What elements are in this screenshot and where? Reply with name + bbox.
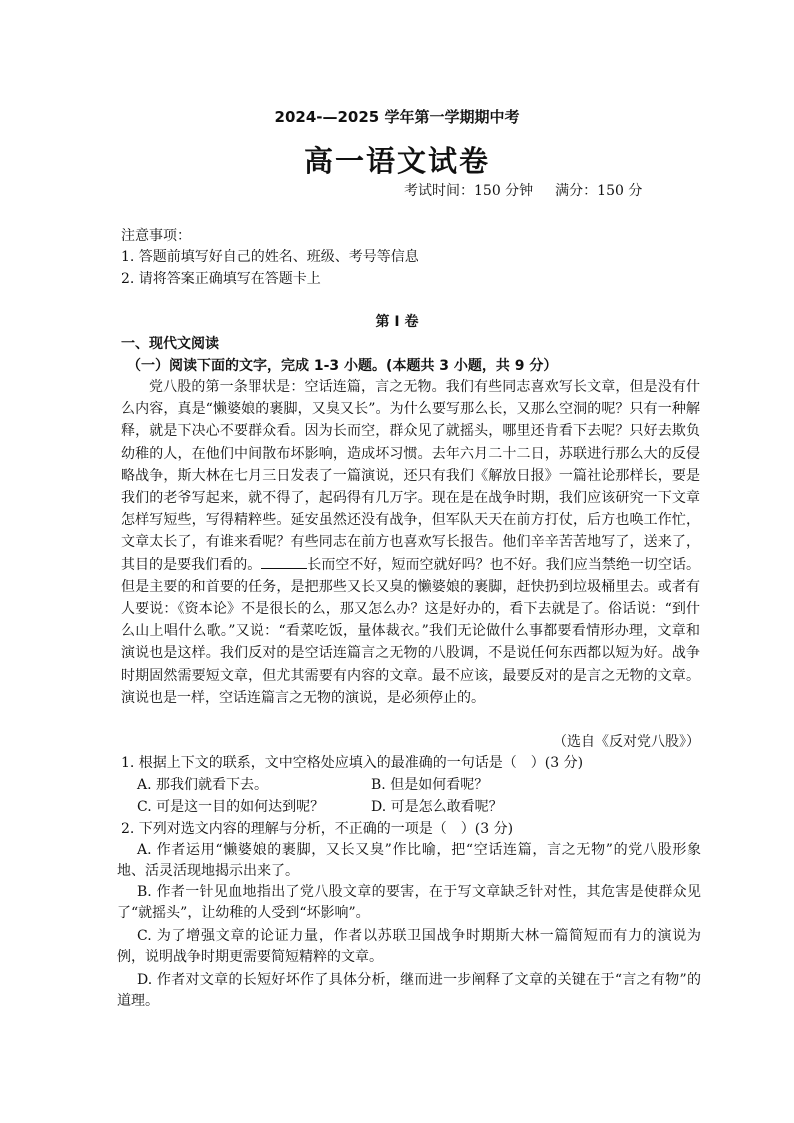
notice-item: 2. 请将答案正确填写在答题卡上 — [121, 271, 321, 287]
full-score: 满分：150 分 — [555, 183, 643, 199]
fill-blank — [261, 554, 307, 569]
question-2-option-a: A. 作者运用“懒婆娘的裹脚，又长又臭”作比喻，把“空话连篇，言之无物”的党八股形象地、活灵活现地揭示出来了。 — [117, 842, 701, 879]
reading-instruction: （一）阅读下面的文字，完成 1-3 小题。(本题共 3 小题，共 9 分） — [127, 358, 558, 374]
page-title: 高一语文试卷 — [303, 144, 490, 178]
question-2-option-c: C. 为了增强文章的论证力量，作者以苏联卫国战争时期斯大林一篇简短而有力的演说为例，说明战争时期更需要简短精粹的文章。 — [117, 928, 701, 965]
section-label: 第 I 卷 — [375, 314, 419, 330]
question-1-stem: 1. 根据上下文的联系，文中空格处应填入的最准确的一句话是（ ）(3 分) — [121, 755, 584, 771]
passage-text-after-blank: 长而空不好，短而空就好吗？也不好。我们应当禁绝一切空话。但是主要的和首要的任务，是把那些又长又臭的懒婆娘的裹脚，赶快扔到垃圾桶里去。或者有人要说：《资本论》不是很长的么，那又怎么办？这是好办的，看下去就是了。俗话说：“到什么山上唱什么歌。”又说：“看菜吃饭，量体裁衣。”我们无论做什么事都要看情形办理，文章和演说也是这样。我们反对的是空话连篇言之无物的八股调，不是说任何东西都以短为好。战争时期固然需要短文章，但尤其需要有内容的文章。最不应该，最要反对的是言之无物的文章。演说也是一样，空话连篇言之无物的演说，是必须停止的。 — [121, 556, 701, 706]
exam-time: 考试时间：150 分钟 — [404, 183, 534, 199]
part-heading: 一、现代文阅读 — [121, 336, 219, 352]
passage-text-before-blank: 党八股的第一条罪状是：空话连篇，言之无物。我们有些同志喜欢写长文章，但是没有什么内容，真是“懒婆娘的裹脚，又臭又长”。为什么要写那么长，又那么空洞的呢？只有一种解释，就是下决心不要群众看。因为长而空，群众见了就摇头，哪里还肯看下去呢？只好去欺负幼稚的人，在他们中间散布坏影响，造成坏习惯。去年六月二十二日，苏联进行那么大的反侵略战争，斯大林在七月三日发表了一篇演说，还只有我们《解放日报》一篇社论那样长，要是我们的老爷写起来，就不得了，起码得有几万字。现在是在战争时期，我们应该研究一下文章怎样写短些，写得精粹些。延安虽然还没有战争，但军队天天在前方打仗，后方也唤工作忙，文章太长了，有谁来看呢？有些同志在前方也喜欢写长报告。他们辛辛苦苦地写了，送来了，其目的是要我们看的。 — [121, 379, 700, 573]
question-2-stem: 2. 下列对选文内容的理解与分析，不正确的一项是（ ）(3 分) — [121, 821, 514, 837]
reading-passage — [121, 376, 700, 709]
notice-item: 1. 答题前填写好自己的姓名、班级、考号等信息 — [121, 249, 419, 265]
question-1-option-a: A. 那我们就看下去。 — [137, 777, 269, 793]
notice-heading: 注意事项： — [121, 228, 191, 244]
question-2-option-b: B. 作者一针见血地指出了党八股文章的要害，在于写文章缺乏针对性，其危害是使群众见了“就摇头”，让幼稚的人受到“坏影响”。 — [117, 884, 701, 921]
question-1-option-b: B. 但是如何看呢？ — [371, 777, 489, 793]
exam-info — [404, 180, 664, 200]
passage-source: （选自《反对党八股》） — [553, 734, 700, 750]
exam-subtitle: 2024-—2025 学年第一学期期中考 — [274, 108, 520, 126]
question-2-option-d: D. 作者对文章的长短好坏作了具体分析，继而进一步阐释了文章的关键在于“言之有物”的道理。 — [117, 972, 701, 1009]
question-1-option-c: C. 可是这一目的如何达到呢？ — [137, 799, 325, 815]
question-1-option-d: D. 可是怎么敢看呢？ — [371, 799, 503, 815]
